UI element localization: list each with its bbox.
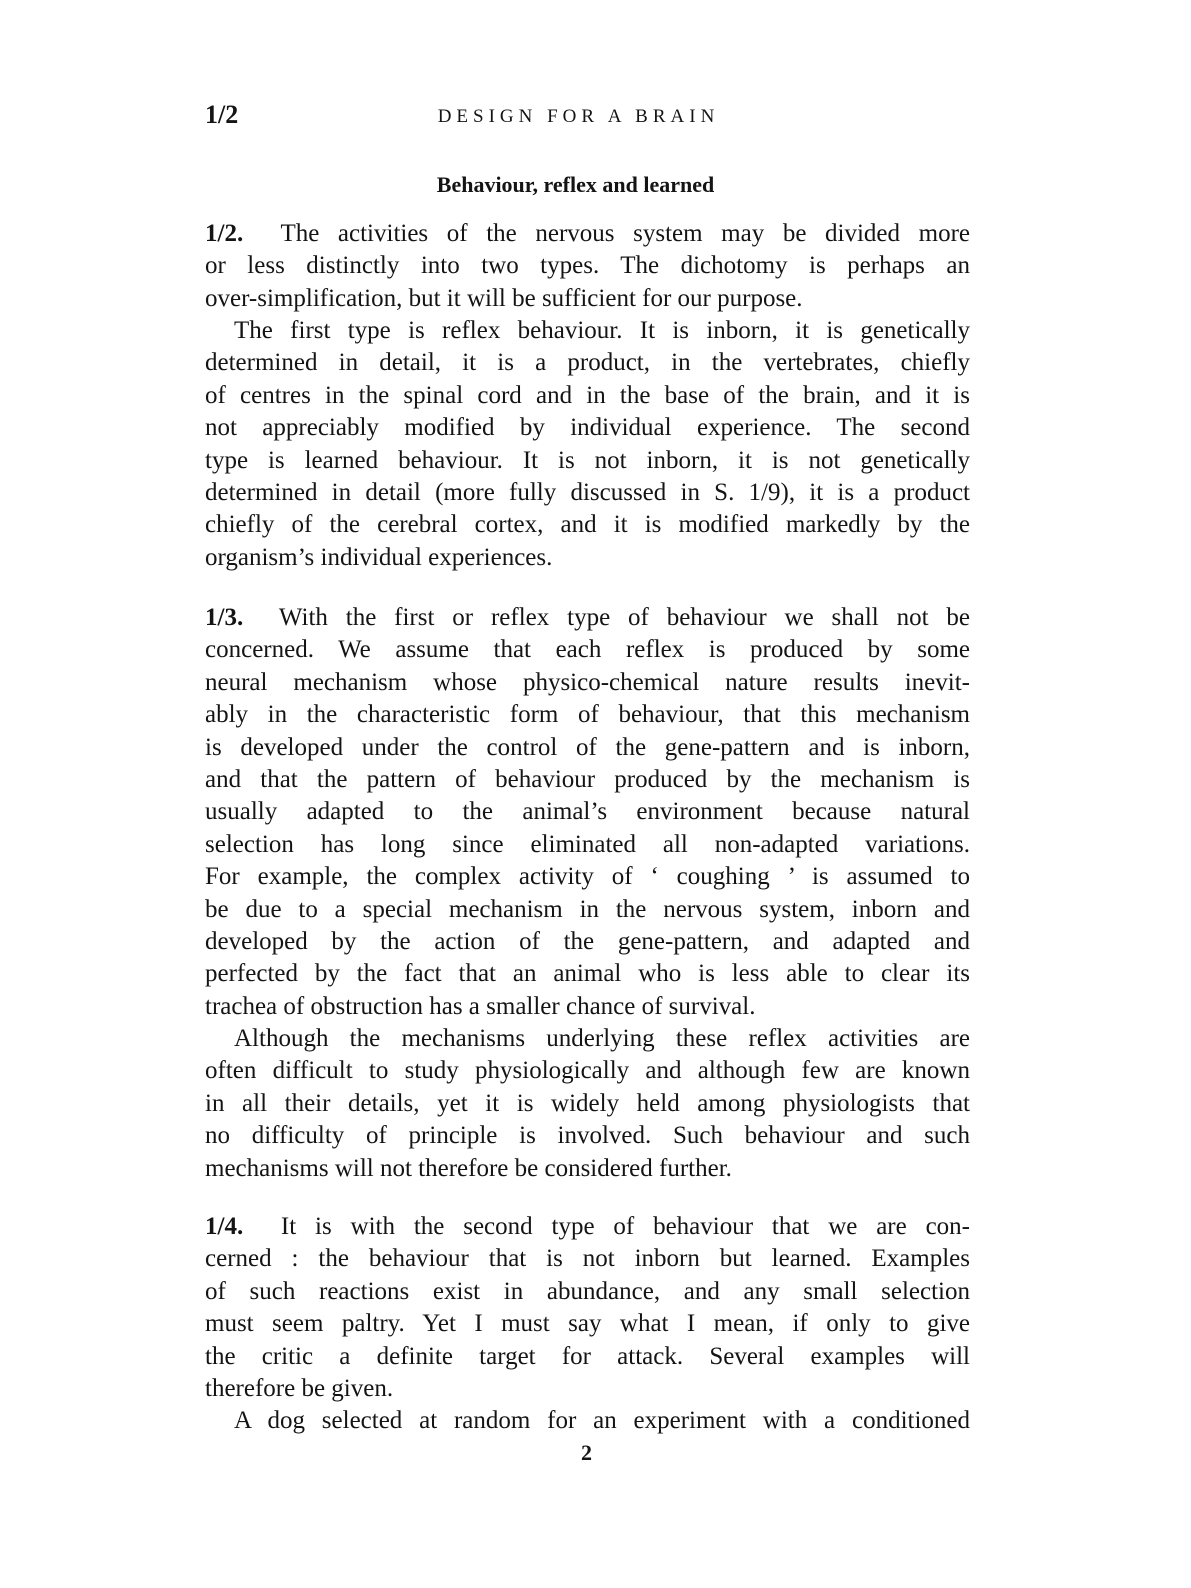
text-line: Although the mechanisms underlying these reflex activities are [234, 1025, 970, 1052]
text-line: must seem paltry. Yet I must say what I mean, if only to give [205, 1310, 970, 1338]
text-line: For example, the complex activity of ‘ coughing ’ is assumed to [205, 863, 970, 891]
paragraph-number: 1/2. [205, 220, 244, 247]
paragraph-although [205, 1023, 970, 1185]
text-line: developed by the action of the gene-pattern, and adapted and [205, 927, 970, 955]
text-line: mechanisms will not therefore be considered further. [205, 1154, 732, 1182]
text-line: concerned. We assume that each reflex is produced by some [205, 636, 970, 664]
text-line: 1/3. With the first or reflex type of behaviour we shall not be [205, 604, 971, 631]
text-line: chiefly of the cerebral cortex, and it is modified markedly by the [205, 511, 970, 539]
text-line: determined in detail (more fully discussed in S. 1/9), it is a product [205, 478, 970, 506]
paragraph-reflex-learned [205, 315, 970, 574]
text-line: often difficult to study physiologically and although few are known [205, 1057, 970, 1085]
running-head-section-number: 1/2 [205, 100, 239, 129]
text-line: no difficulty of principle is involved. Such behaviour and such [205, 1122, 970, 1150]
text-line: of such reactions exist in abundance, and any small selection [205, 1277, 970, 1305]
section-heading: Behaviour, reflex and learned [436, 172, 715, 197]
text-line: or less distinctly into two types. The dichotomy is perhaps an [205, 252, 970, 280]
text-line: and that the pattern of behaviour produced by the mechanism is [205, 765, 970, 793]
text-line: perfected by the fact that an animal who is less able to clear its [205, 960, 970, 988]
text-line: in all their details, yet it is widely held among physiologists that [205, 1089, 970, 1117]
text-line: not appreciably modified by individual experience. The second [205, 414, 970, 442]
text-line: the critic a definite target for attack. Several examples will [205, 1342, 970, 1370]
page-number: 2 [581, 1440, 592, 1465]
paragraph-dog [205, 1405, 970, 1437]
text-line: is developed under the control of the gene-pattern and is inborn, [205, 733, 970, 761]
text-line: selection has long since eliminated all non-adapted variations. [205, 830, 970, 858]
text-line: type is learned behaviour. It is not inborn, it is not genetically [205, 446, 970, 474]
text-line: over-simplification, but it will be sufficient for our purpose. [205, 284, 803, 312]
paragraph-1-3 [205, 602, 970, 1023]
text-line: determined in detail, it is a product, in the vertebrates, chiefly [205, 349, 970, 377]
paragraph-1-2 [205, 218, 970, 315]
text-line: usually adapted to the animal’s environment because natural [205, 798, 970, 826]
text-line: of centres in the spinal cord and in the base of the brain, and it is [205, 381, 970, 409]
text-line: ably in the characteristic form of behaviour, that this mechanism [205, 701, 970, 729]
paragraph-1-4 [205, 1211, 970, 1405]
text-line: 1/2. The activities of the nervous system may be divided more [205, 220, 971, 247]
text-line: neural mechanism whose physico-chemical nature results inevit- [205, 668, 970, 696]
text-line: be due to a special mechanism in the nervous system, inborn and [205, 895, 970, 923]
text-line: organism’s individual experiences. [205, 543, 553, 571]
text-line: trachea of obstruction has a smaller chance of survival. [205, 992, 756, 1020]
running-head-title: DESIGN FOR A BRAIN [437, 106, 720, 127]
paragraph-number: 1/4. [205, 1213, 244, 1240]
text-line: therefore be given. [205, 1374, 394, 1402]
text-line: A dog selected at random for an experiment with a conditioned [234, 1407, 970, 1434]
text-line: The first type is reflex behaviour. It is inborn, it is genetically [234, 317, 970, 344]
text-line: cerned : the behaviour that is not inborn but learned. Examples [205, 1245, 970, 1273]
paragraph-number: 1/3. [205, 604, 244, 631]
text-line: 1/4. It is with the second type of behaviour that we are con- [205, 1213, 971, 1240]
